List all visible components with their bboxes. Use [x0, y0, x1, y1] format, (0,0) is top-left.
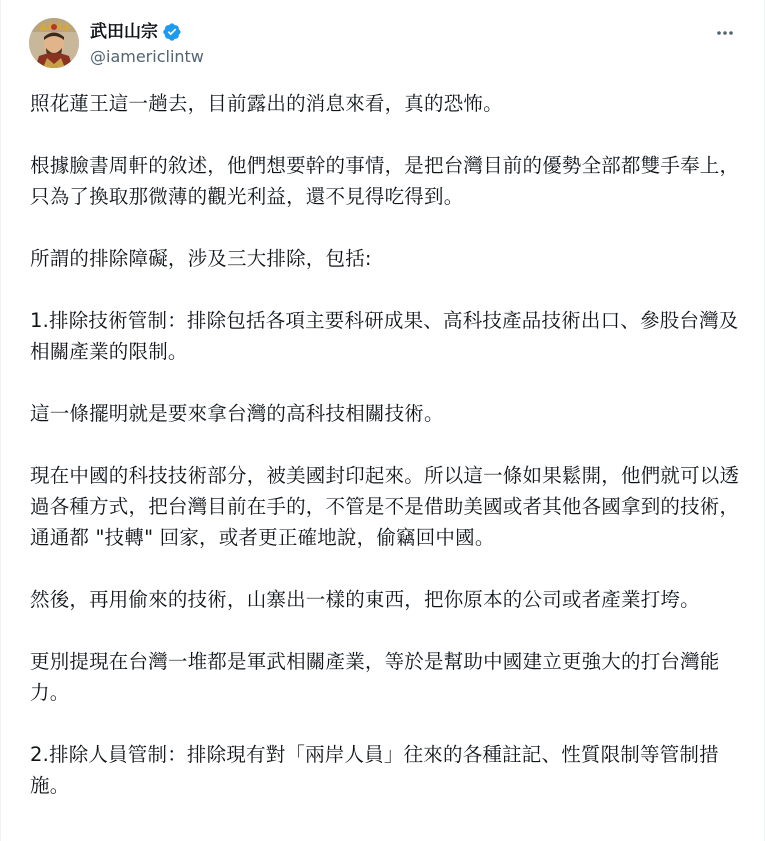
- display-name[interactable]: 武田山宗: [90, 22, 158, 42]
- avatar[interactable]: [29, 18, 79, 68]
- paragraph: 這一條擺明就是要來拿台灣的高科技相關技術。: [30, 402, 444, 425]
- paragraph: 照花蓮王這一趟去，目前露出的消息來看，真的恐怖。: [30, 92, 503, 115]
- tweet-header: [29, 18, 744, 74]
- author-handle[interactable]: @iamericlintw: [90, 47, 204, 66]
- paragraph: 現在中國的科技技術部分，被美國封印起來。所以這一條如果鬆開，他們就可以透過各種方式，把台灣目前在手的，不管是不是借助美國或者其他各國拿到的技術，通通都 "技轉" 回家，或者更正確地說，偷竊回中國。: [30, 464, 740, 549]
- paragraph: 根據臉書周軒的敘述，他們想要幹的事情，是把台灣目前的優勢全部都雙手奉上，只為了換取那微薄的觀光利益，還不見得吃得到。: [30, 154, 740, 208]
- paragraph: 1.排除技術管制：排除包括各項主要科研成果、高科技產品技術出口、參股台灣及相關產業的限制。: [30, 309, 739, 363]
- avatar-image: [29, 18, 79, 68]
- more-horizontal-icon[interactable]: [710, 22, 740, 44]
- paragraph: 2.排除人員管制：排除現有對「兩岸人員」往來的各種註記、性質限制等管制措施。: [30, 743, 719, 797]
- author-names: [90, 21, 204, 68]
- paragraph: 更別提現在台灣一堆都是軍武相關產業，等於是幫助中國建立更強大的打台灣能力。: [30, 650, 720, 704]
- tweet-text: [30, 88, 742, 832]
- paragraph: 所謂的排除障礙，涉及三大排除，包括:: [30, 247, 372, 270]
- display-name-row: [90, 21, 204, 43]
- verified-badge-icon: [162, 22, 182, 42]
- paragraph: 然後，再用偷來的技術，山寨出一樣的東西，把你原本的公司或者產業打垮。: [30, 588, 700, 611]
